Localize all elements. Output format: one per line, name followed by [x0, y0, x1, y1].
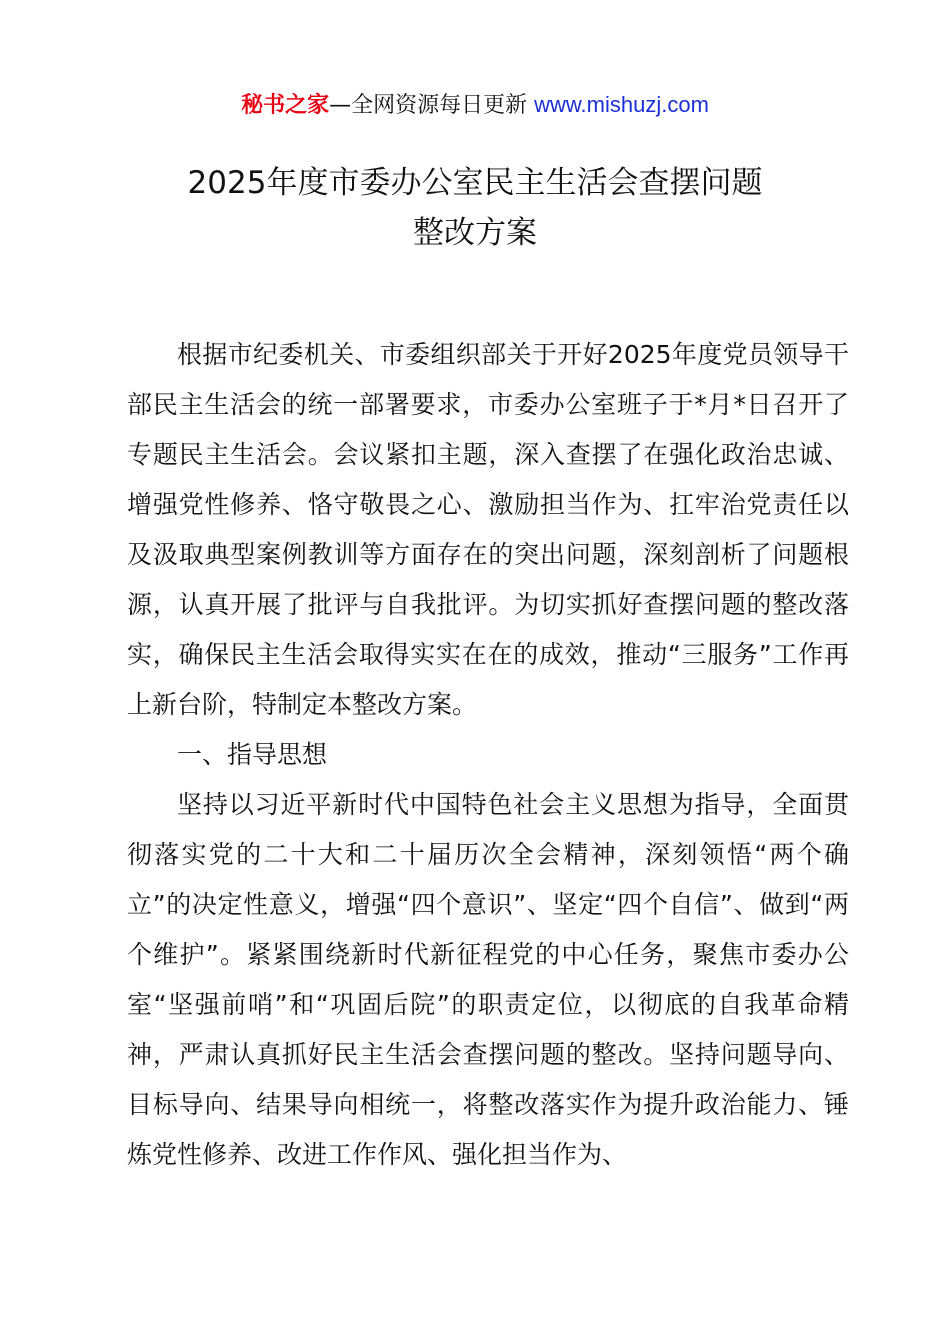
section-paragraph-guiding-ideology: 坚持以习近平新时代中国特色社会主义思想为指导，全面贯彻落实党的二十大和二十届历次全会精神，深刻领悟“两个确立”的决定性意义，增强“四个意识”、坚定“四个自信”、做到“两个维护”。紧紧围绕新时代新征程党的中心任务，聚焦市委办公室“坚强前哨”和“巩固后院”的职责定位，以彻底的自我革命精神，严肃认真抓好民主生活会查摆问题的整改。坚持问题导向、目标导向、结果导向相统一，将整改落实作为提升政治能力、锤炼党性修养、改进工作作风、强化担当作为、 — [127, 790, 849, 1169]
site-url-link[interactable]: www.mishuzj.com — [534, 92, 709, 117]
brand-name: 秘书之家 — [241, 93, 330, 118]
site-header — [0, 88, 950, 123]
document-body — [127, 330, 849, 1180]
site-tagline: —全网资源每日更新 — [329, 93, 535, 118]
title-line-2: 整改方案 — [413, 215, 537, 251]
title-line-1: 2025年度市委办公室民主生活会查摆问题 — [187, 165, 763, 201]
document-title — [100, 158, 850, 258]
intro-paragraph: 根据市纪委机关、市委组织部关于开好2025年度党员领导干部民主生活会的统一部署要求，市委办公室班子于*月*日召开了专题民主生活会。会议紧扣主题，深入查摆了在强化政治忠诚、增强党性修养、恪守敬畏之心、激励担当作为、扛牢治党责任以及汲取典型案例教训等方面存在的突出问题，深刻剖析了问题根源，认真开展了批评与自我批评。为切实抓好查摆问题的整改落实，确保民主生活会取得实实在在的成效，推动“三服务”工作再上新台阶，特制定本整改方案。 — [127, 340, 849, 719]
section-heading-guiding-ideology: 一、指导思想 — [177, 740, 328, 769]
